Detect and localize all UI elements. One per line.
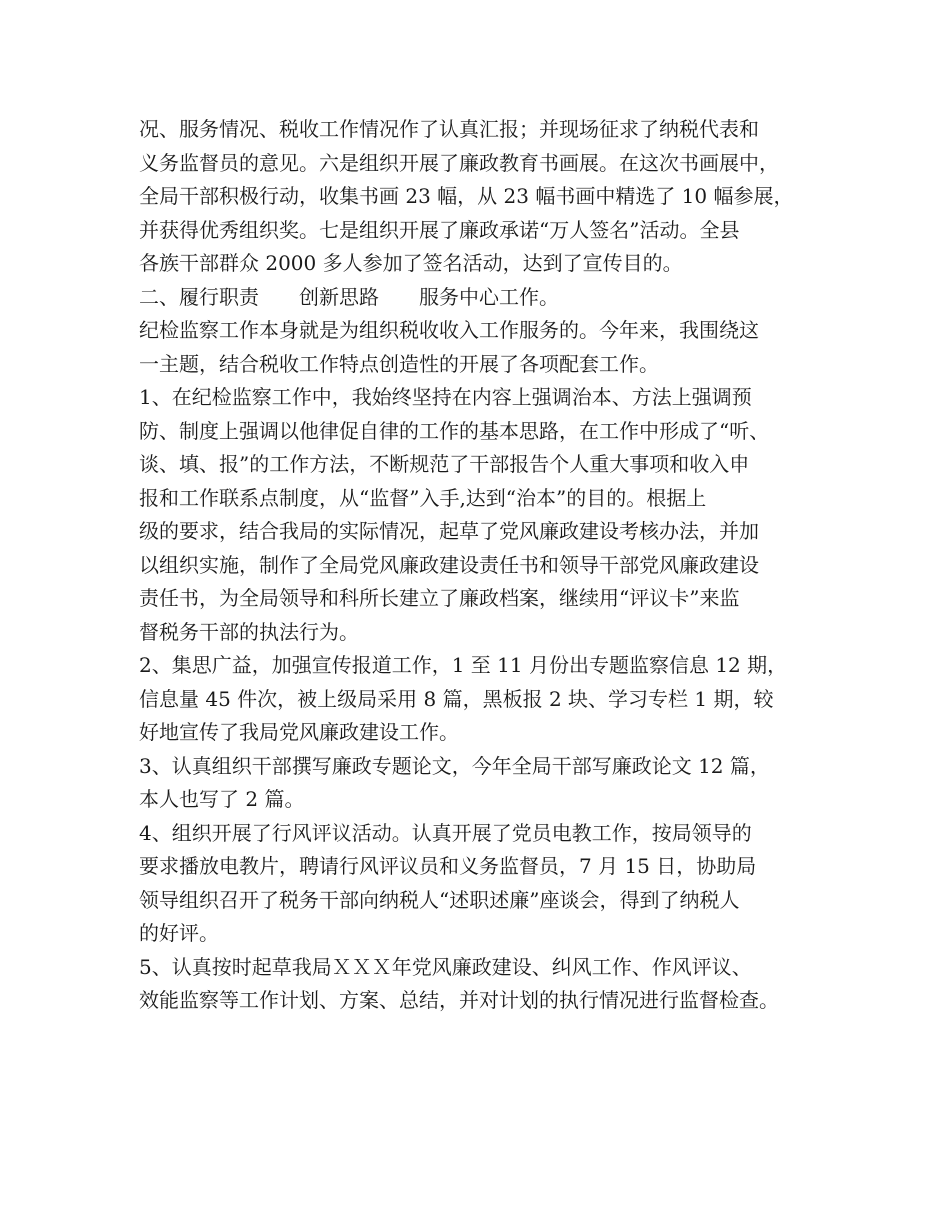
text-line: 纪检监察工作本身就是为组织税收收入工作服务的。今年来，我围绕这 [139, 318, 759, 342]
text-line: 督税务干部的执法行为。 [139, 619, 359, 644]
text-line: 领导组织召开了税务干部向纳税人“述职述廉”座谈会，得到了纳税人 [139, 887, 740, 912]
text-line: 2、集思广益，加强宣传报道工作，1 至 11 月份出专题监察信息 12 期， [139, 653, 788, 677]
text-line: 防、制度上强调以他律促自律的工作的基本思路，在工作中形成了“听、 [139, 418, 770, 443]
text-line: 报和工作联系点制度，从“监督”入手,达到“治本”的目的。根据上 [139, 485, 707, 510]
text-line: 并获得优秀组织奖。七是组织开展了廉政承诺“万人签名”活动。全县 [139, 217, 740, 242]
text-line: 信息量 45 件次，被上级局采用 8 篇，黑板报 2 块、学习专栏 1 期，较 [139, 686, 774, 711]
text-line: 本人也写了 2 篇。 [139, 787, 305, 811]
text-line: 况、服务情况、税收工作情况作了认真汇报；并现场征求了纳税代表和 [139, 117, 759, 141]
text-line: 3、认真组织干部撰写廉政专题论文，今年全局干部写廉政论文 12 篇， [139, 753, 770, 778]
text-line: 责任书，为全局领导和科所长建立了廉政档案，继续用“评议卡”来监 [139, 586, 740, 610]
text-line: 要求播放电教片，聘请行风评议员和义务监督员，7 月 15 日，协助局 [139, 854, 757, 878]
text-line: 的好评。 [139, 921, 219, 945]
text-line: 义务监督员的意见。六是组织开展了廉政教育书画展。在这次书画展中， [139, 150, 779, 175]
text-line: 谈、填、报”的工作方法，不断规范了干部报告个人重大事项和收入申 [139, 452, 750, 476]
text-line: 各族干部群众 2000 多人参加了签名活动，达到了宣传目的。 [139, 251, 683, 275]
text-line: 1、在纪检监察工作中，我始终坚持在内容上强调治本、方法上强调预 [139, 385, 752, 409]
text-line: 效能监察等工作计划、方案、总结，并对计划的执行情况进行监督检查。 [139, 988, 779, 1012]
text-line: 一主题，结合税收工作特点创造性的开展了各项配套工作。 [139, 351, 659, 376]
text-line: 级的要求，结合我局的实际情况，起草了党风廉政建设考核办法，并加 [139, 519, 759, 543]
text-line: 全局干部积极行动，收集书画 23 幅，从 23 幅书画中精选了 10 幅参展， [139, 184, 794, 208]
section-heading: 二、履行职责 创新思路 服务中心工作。 [139, 284, 559, 309]
text-line: 5、认真按时起草我局ＸＸＸ年党风廉政建设、纠风工作、作风评议、 [139, 954, 752, 979]
text-line: 以组织实施，制作了全局党风廉政建设责任书和领导干部党风廉政建设 [139, 552, 759, 577]
document-body [139, 113, 839, 1018]
text-line: 好地宣传了我局党风廉政建设工作。 [139, 720, 459, 744]
text-line: 4、组织开展了行风评议活动。认真开展了党员电教工作，按局领导的 [139, 820, 752, 845]
